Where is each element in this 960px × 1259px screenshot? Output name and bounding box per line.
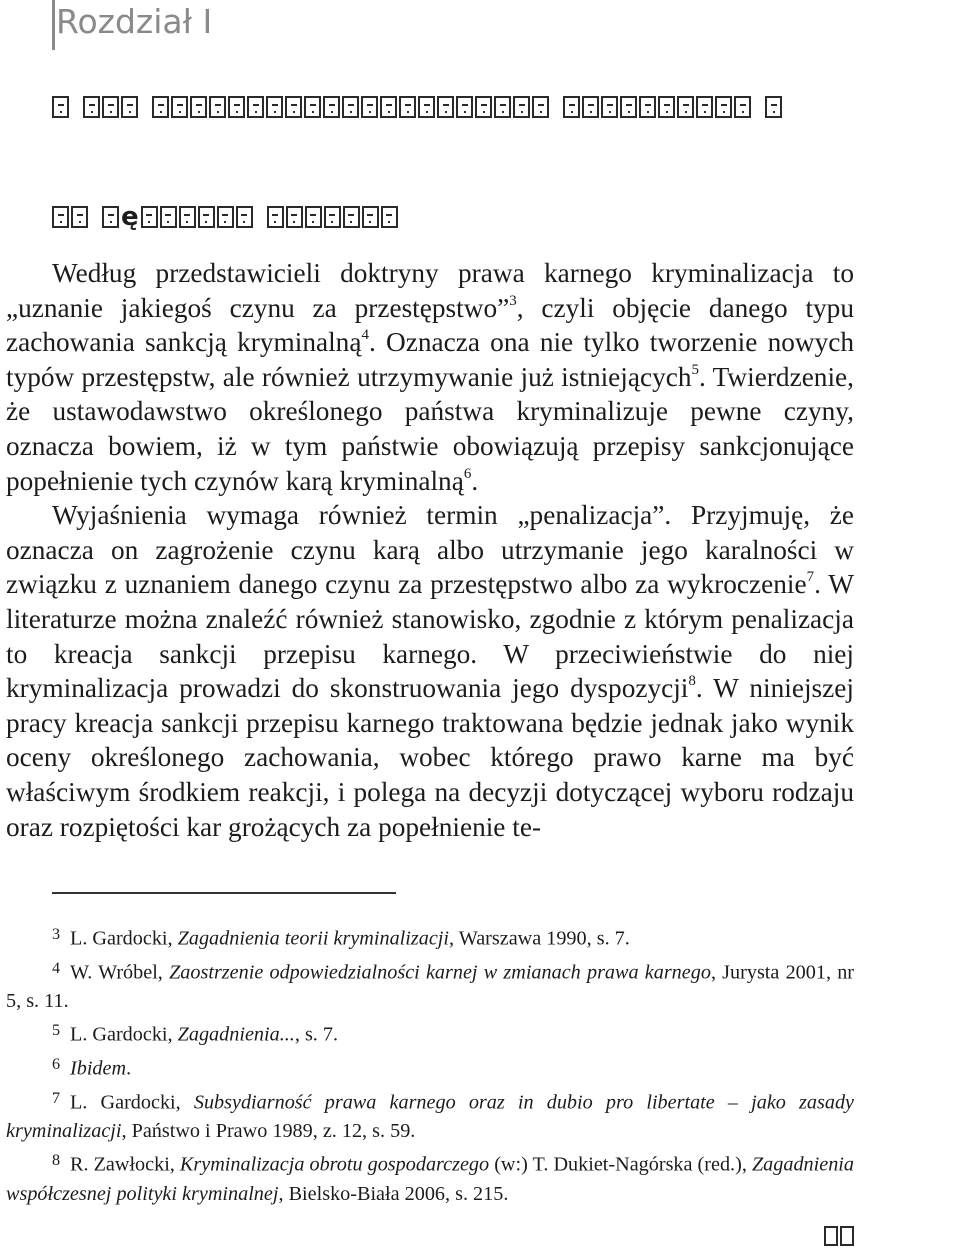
missing-glyph-box bbox=[696, 96, 713, 118]
footnote-text: , s. 7. bbox=[294, 1023, 339, 1046]
footnote-ref-8[interactable]: 8 bbox=[688, 673, 696, 690]
title-visible-char: ę bbox=[121, 202, 139, 232]
missing-glyph-box bbox=[380, 96, 397, 118]
footnote-3 bbox=[6, 920, 854, 954]
missing-glyph-box bbox=[715, 96, 732, 118]
missing-glyph-box bbox=[52, 96, 69, 118]
footnote-text: , Bielsko-Biała 2006, s. 215. bbox=[278, 1182, 509, 1205]
missing-glyph-box bbox=[324, 206, 341, 228]
missing-glyph-box bbox=[141, 206, 158, 228]
missing-glyph-box bbox=[620, 96, 637, 118]
footnote-7 bbox=[6, 1084, 854, 1147]
footnote-number: 3 bbox=[52, 926, 61, 943]
footnote-ref-5[interactable]: 5 bbox=[691, 361, 700, 378]
footnote-title: Subsydiarność prawa karnego oraz in dubio pro libertate – jako zasady kryminalizacji bbox=[6, 1091, 854, 1143]
missing-glyph-box bbox=[601, 96, 618, 118]
body-text bbox=[6, 256, 854, 844]
missing-glyph-box bbox=[171, 96, 188, 118]
missing-glyph-box bbox=[639, 96, 656, 118]
footnote-8 bbox=[6, 1146, 854, 1209]
footnote-number: 4 bbox=[52, 959, 61, 977]
footnote-title: Zagadnienia współczesnej polityki kryminalnej bbox=[6, 1153, 854, 1205]
footnote-separator bbox=[52, 892, 396, 894]
missing-glyph-box bbox=[190, 96, 207, 118]
footnote-text: (w:) T. Dukiet-Nagórska (red.), bbox=[489, 1153, 752, 1176]
missing-glyph-box bbox=[399, 96, 416, 118]
page-number bbox=[824, 1226, 856, 1250]
missing-glyph-box bbox=[342, 96, 359, 118]
missing-glyph-box bbox=[513, 96, 530, 118]
footnote-text: , Państwo i Prawo 1989, z. 12, s. 59. bbox=[121, 1120, 416, 1143]
missing-glyph-box bbox=[840, 1226, 854, 1246]
missing-glyph-box bbox=[362, 206, 379, 228]
missing-glyph-box bbox=[494, 96, 511, 118]
missing-glyph-box bbox=[475, 96, 492, 118]
footnote-text: , Jurysta 2001, nr 5, s. 11. bbox=[6, 961, 855, 1013]
missing-glyph-box bbox=[286, 206, 303, 228]
missing-glyph-box bbox=[228, 96, 245, 118]
missing-glyph-box bbox=[160, 206, 177, 228]
missing-glyph-box bbox=[658, 96, 675, 118]
footnote-number: 8 bbox=[52, 1152, 61, 1170]
missing-glyph-box bbox=[765, 96, 782, 118]
section-title-line-2 bbox=[52, 202, 400, 232]
chapter-rule bbox=[52, 0, 55, 50]
missing-glyph-box bbox=[343, 206, 360, 228]
missing-glyph-box bbox=[304, 96, 321, 118]
missing-glyph-box bbox=[121, 96, 138, 118]
missing-glyph-box bbox=[437, 96, 454, 118]
missing-glyph-box bbox=[285, 96, 302, 118]
footnote-4 bbox=[6, 954, 854, 1017]
footnote-ref-3[interactable]: 3 bbox=[509, 292, 517, 309]
footnote-ref-7[interactable]: 7 bbox=[806, 569, 815, 586]
missing-glyph-box bbox=[102, 96, 119, 118]
footnotes bbox=[6, 920, 854, 1209]
missing-glyph-box bbox=[209, 96, 226, 118]
missing-glyph-box bbox=[361, 96, 378, 118]
missing-glyph-box bbox=[179, 206, 196, 228]
missing-glyph-box bbox=[381, 206, 398, 228]
missing-glyph-box bbox=[198, 206, 215, 228]
missing-glyph-box bbox=[83, 96, 100, 118]
missing-glyph-box bbox=[267, 206, 284, 228]
missing-glyph-box bbox=[418, 96, 435, 118]
missing-glyph-box bbox=[734, 96, 751, 118]
footnote-ref-4[interactable]: 4 bbox=[361, 327, 369, 344]
paragraph-2: Wyjaśnienia wymaga również termin „penalizacja”. Przyjmuję, że oznacza on zagrożenie czynu karą albo utrzymanie jego karalności w związku z uznaniem danego czynu za przestępstwo albo za wykroczenie$^7$. W literaturze można znaleźć również stanowisko, zgodnie z którym penalizacja to kreacja sankcji przepisu karnego. W przeciwieństwie do niej kryminalizacja prowadzi do skonstruowania jego dyspozycji$^8$. W niniejszej pracy kreacja sankcji przepisu karnego traktowana będzie jednak jako wynik oceny określonego zachowania, wobec którego prawo karne ma być właściwym środkiem reakcji, i polega na decyzji dotyczącej wyboru rodzaju oraz rozpiętości kar grożących za popełnienie te- bbox=[6, 500, 855, 842]
footnote-text: R. Zawłocki, bbox=[70, 1153, 180, 1176]
footnote-number: 7 bbox=[52, 1089, 61, 1107]
missing-glyph-box bbox=[563, 96, 580, 118]
footnote-text: . bbox=[126, 1057, 132, 1080]
missing-glyph-box bbox=[71, 206, 88, 228]
footnote-number: 5 bbox=[52, 1022, 61, 1040]
footnote-text: L. Gardocki, bbox=[70, 1091, 194, 1114]
footnote-text: W. Wróbel, bbox=[70, 961, 170, 984]
missing-glyph-box bbox=[52, 206, 69, 228]
footnote-title: Zagadnienia teorii kryminalizacji bbox=[177, 927, 450, 950]
missing-glyph-box bbox=[456, 96, 473, 118]
footnote-title: Kryminalizacja obrotu gospodarczego bbox=[179, 1153, 490, 1176]
chapter-label: Rozdział I bbox=[56, 2, 213, 41]
footnote-text: , Warszawa 1990, s. 7. bbox=[449, 927, 630, 950]
missing-glyph-box bbox=[532, 96, 549, 118]
footnote-ref-6[interactable]: 6 bbox=[463, 465, 472, 482]
missing-glyph-box bbox=[217, 206, 234, 228]
missing-glyph-box bbox=[266, 96, 283, 118]
missing-glyph-box bbox=[102, 206, 119, 228]
footnote-5 bbox=[6, 1016, 854, 1050]
missing-glyph-box bbox=[582, 96, 599, 118]
missing-glyph-box bbox=[323, 96, 340, 118]
footnote-text: L. Gardocki, bbox=[70, 1023, 178, 1046]
footnote-number: 6 bbox=[52, 1055, 61, 1073]
footnote-6 bbox=[6, 1050, 854, 1084]
section-title-line-1 bbox=[52, 96, 784, 118]
footnote-text: L. Gardocki, bbox=[70, 927, 178, 950]
footnote-title: Zaostrzenie odpowiedzialności karnej w zmianach prawa karnego bbox=[169, 961, 711, 984]
missing-glyph-box bbox=[677, 96, 694, 118]
footnote-title: Ibidem bbox=[70, 1057, 127, 1080]
missing-glyph-box bbox=[152, 96, 169, 118]
missing-glyph-box bbox=[824, 1226, 838, 1246]
footnote-title: Zagadnienia... bbox=[177, 1023, 295, 1046]
missing-glyph-box bbox=[247, 96, 264, 118]
missing-glyph-box bbox=[236, 206, 253, 228]
missing-glyph-box bbox=[305, 206, 322, 228]
paragraph-1: Według przedstawicieli doktryny prawa karnego kryminalizacja to „uznanie jakiegoś czynu za przestępstwo”$^3$, czyli objęcie danego typu zachowania sankcją kryminalną$^4$. Oznacza ona nie tylko tworzenie nowych typów przestępstw, ale również utrzymywanie już istniejących$^5$. Twierdzenie, że ustawodawstwo określonego państwa kryminalizuje pewne czyny, oznacza bowiem, iż w tym państwie obowiązują przepisy sankcjonujące popełnienie tych czynów karą kryminalną$^6$. bbox=[6, 258, 854, 496]
